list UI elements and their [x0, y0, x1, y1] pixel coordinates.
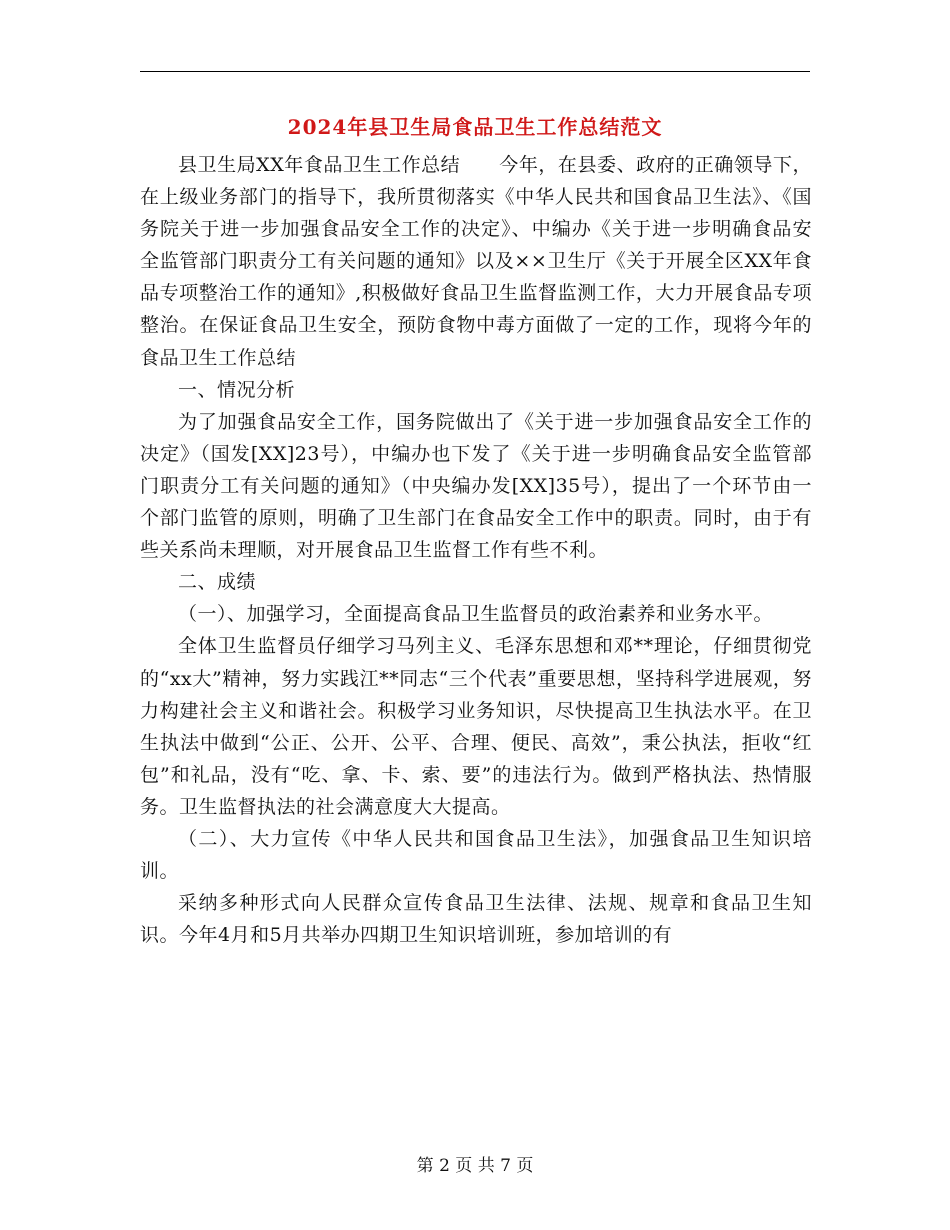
study-paragraph: 全体卫生监督员仔细学习马列主义、毛泽东思想和邓**理论，仔细贯彻党的“xx大”精神，努力实践江**同志“三个代表”重要思想，坚持科学进展观，努力构建社会主义和谐社会。积极学习业务知识，尽快提高卫生执法水平。在卫生执法中做到“公正、公开、公平、合理、便民、高效”，秉公执法，拒收“红包”和礼品，没有“吃、拿、卡、索、要”的违法行为。做到严格执法、热情服务。卫生监督执法的社会满意度大大提高。 [140, 635, 812, 818]
page-number: 第 2 页 共 7 页 [416, 1156, 534, 1176]
document-title: 2024年县卫生局食品卫生工作总结范文 [287, 115, 663, 139]
intro-paragraph: 县卫生局XX年食品卫生工作总结 今年，在县委、政府的正确领导下，在上级业务部门的指导下，我所贯彻落实《中华人民共和国食品卫生法》、《国务院关于进一步加强食品安全工作的决定》、中编办《关于进一步明确食品安全监管部门职责分工有关问题的通知》以及××卫生厅《关于开展全区XX年食品专项整治工作的通知》,积极做好食品卫生监督监测工作，大力开展食品专项整治。在保证食品卫生安全，预防食物中毒方面做了一定的工作，现将今年的食品卫生工作总结 [140, 154, 812, 369]
subsection-heading-publicity: （二）、大力宣传《中华人民共和国食品卫生法》，加强食品卫生知识培训。 [140, 827, 812, 883]
subsection-heading-study: （一）、加强学习，全面提高食品卫生监督员的政治素养和业务水平。 [178, 603, 774, 626]
section-heading-situation: 一、情况分析 [178, 378, 296, 401]
document-body [140, 149, 812, 951]
header-rule [140, 71, 810, 72]
situation-paragraph: 为了加强食品安全工作，国务院做出了《关于进一步加强食品安全工作的决定》（国发[XX]23号），中编办也下发了《关于进一步明确食品安全监管部门职责分工有关问题的通知》（中央编办发[XX]35号），提出了一个环节由一个部门监管的原则，明确了卫生部门在食品安全工作中的职责。同时，由于有些关系尚未理顺，对开展食品卫生监督工作有些不利。 [140, 410, 812, 562]
section-heading-achievements: 二、成绩 [178, 571, 257, 594]
publicity-paragraph: 采纳多种形式向人民群众宣传食品卫生法律、法规、规章和食品卫生知识。今年4月和5月共举办四期卫生知识培训班，参加培训的有 [140, 892, 812, 947]
